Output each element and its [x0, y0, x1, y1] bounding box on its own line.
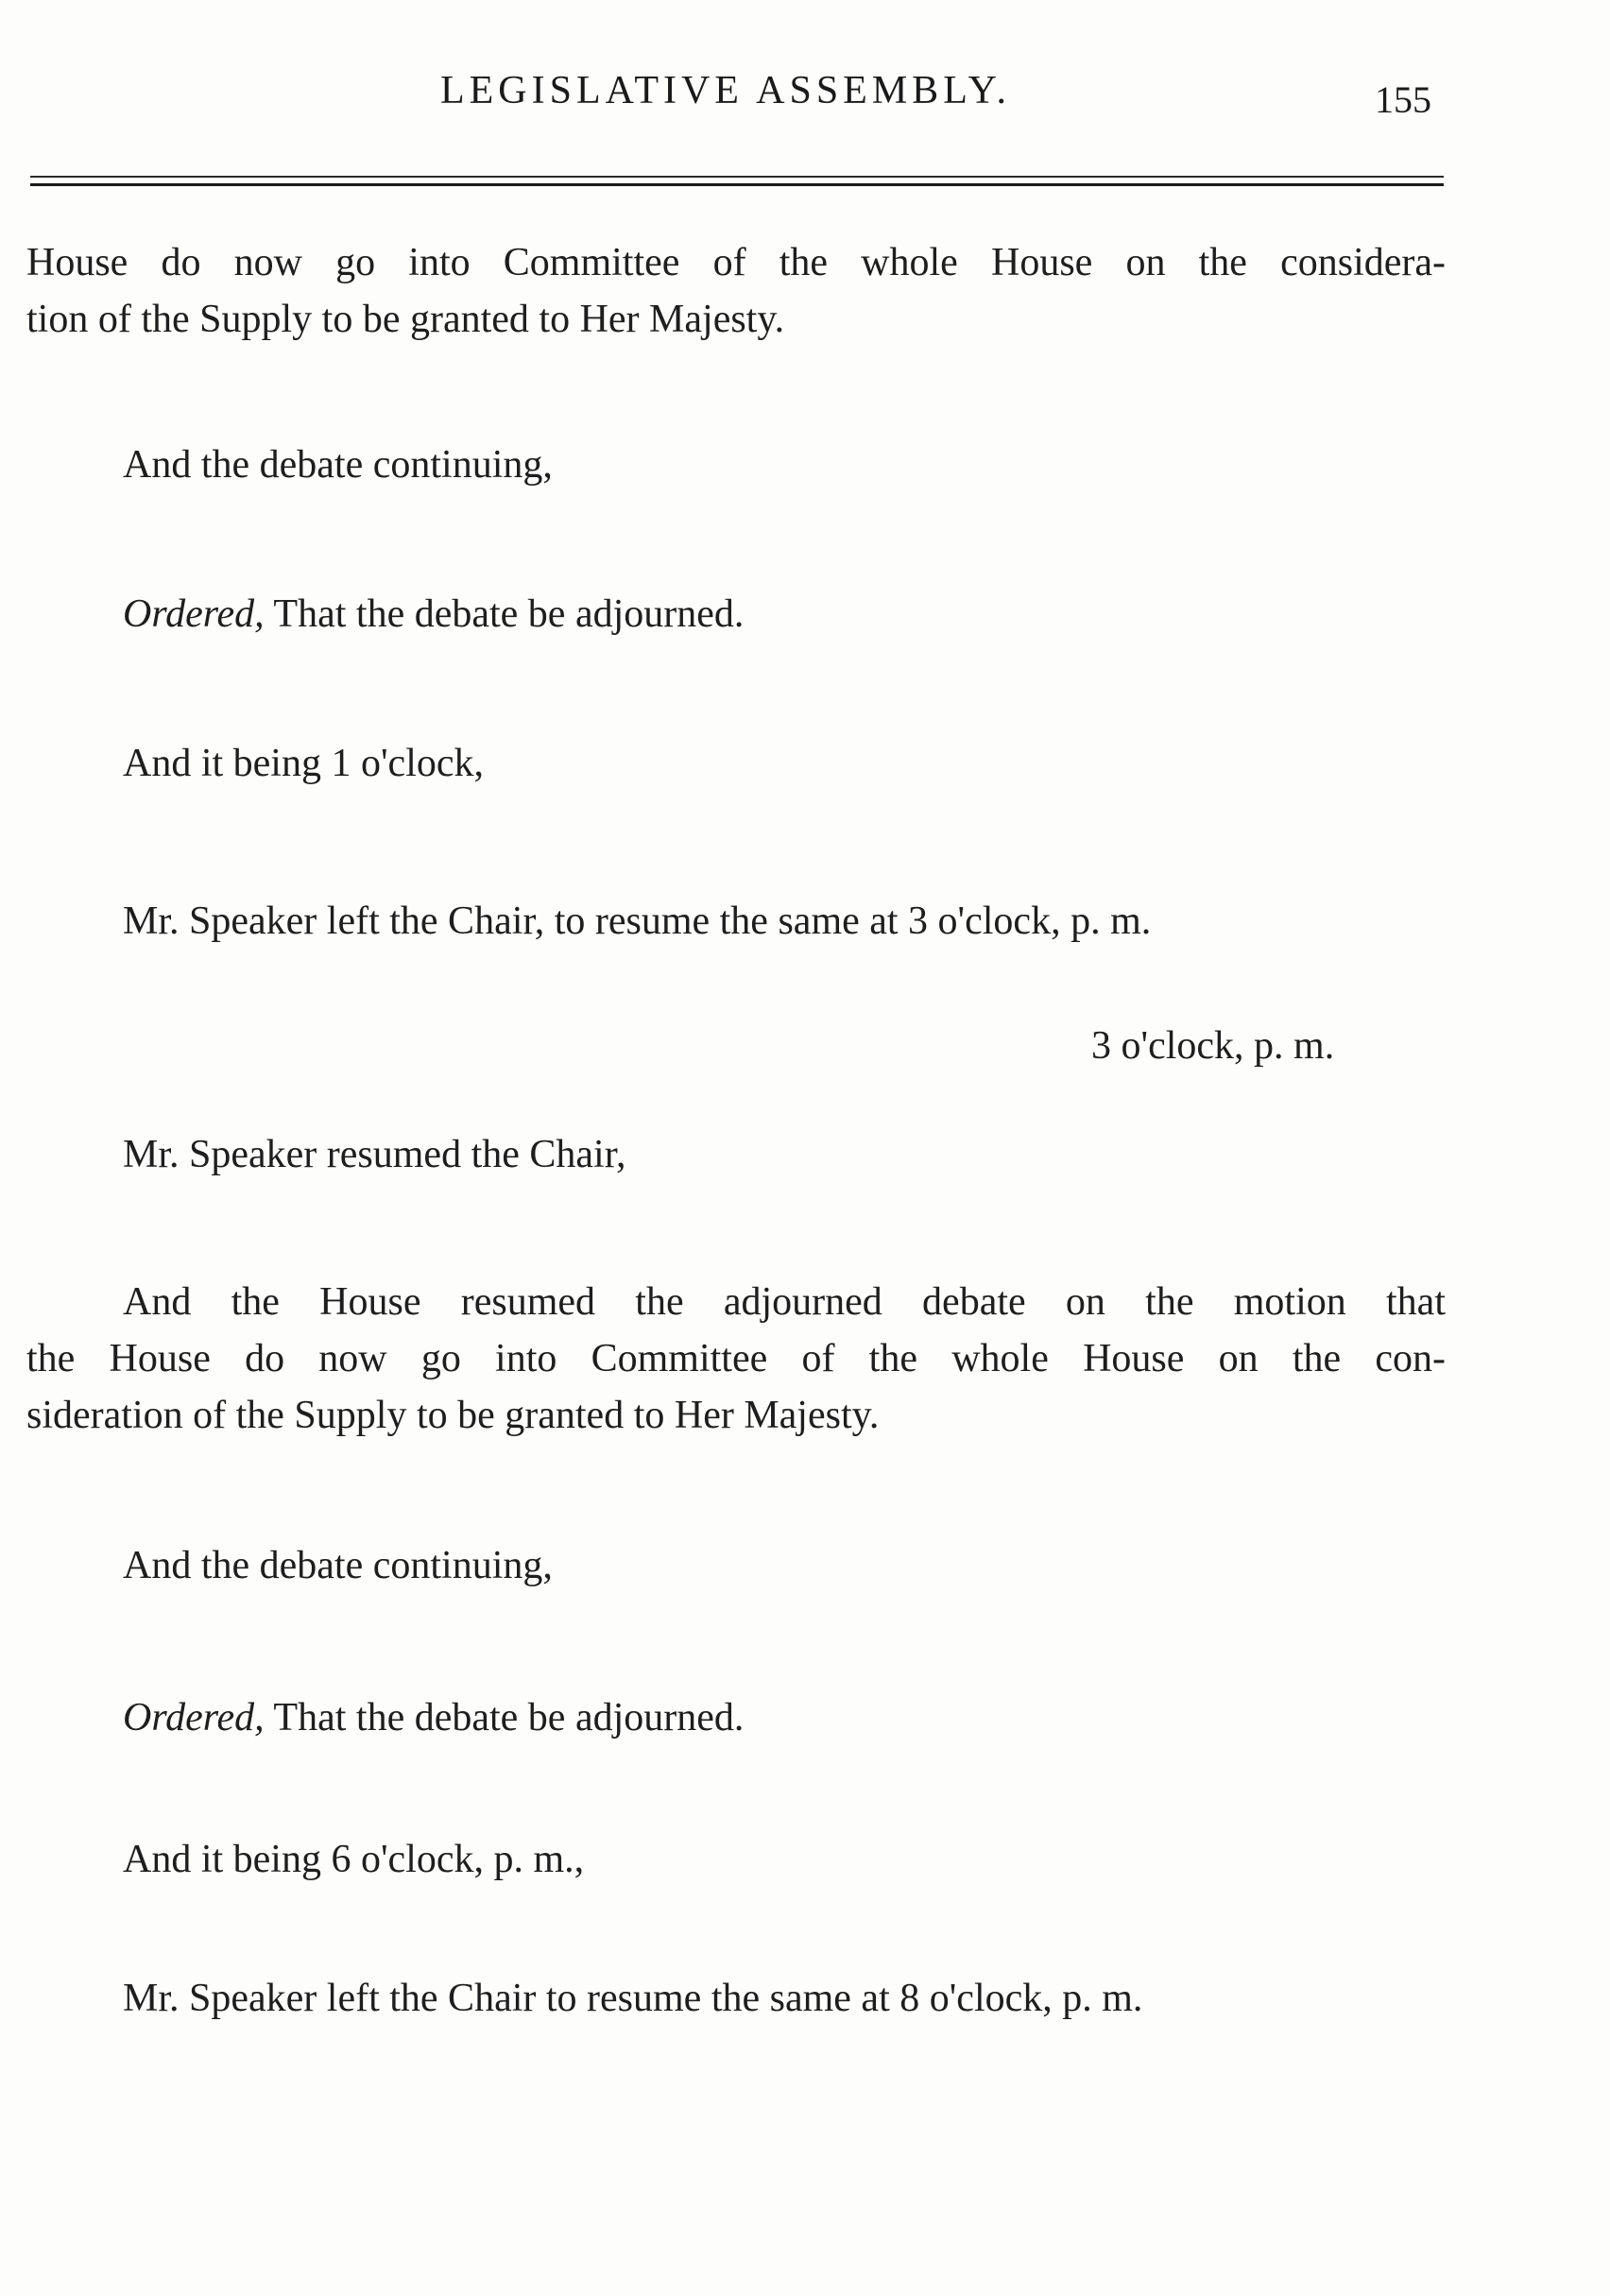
- ordered-label: Ordered,: [123, 1696, 265, 1739]
- paragraph-speaker-left: Mr. Speaker left the Chair, to resume the same at 3 o'clock, p. m.: [123, 900, 1152, 943]
- header-rule-thin: [30, 176, 1444, 178]
- paragraph-line: tion of the Supply to be granted to Her Majesty.: [26, 298, 785, 341]
- paragraph-ordered: [123, 1689, 744, 1746]
- page-header: [0, 68, 1610, 125]
- page-number: 155: [1375, 78, 1431, 121]
- paragraph-clock: And it being 1 o'clock,: [123, 742, 484, 785]
- paragraph-line: And the House resumed the adjourned debate on the motion that: [123, 1280, 1446, 1324]
- running-title: LEGISLATIVE ASSEMBLY.: [440, 69, 1012, 112]
- paragraph-debate-continuing: And the debate continuing,: [123, 1544, 553, 1587]
- paragraph-ordered: [123, 586, 744, 643]
- paragraph-continuation: [26, 234, 1446, 348]
- paragraph-resumed-debate: [26, 1274, 1446, 1444]
- paragraph-speaker-left: Mr. Speaker left the Chair to resume the same at 8 o'clock, p. m.: [123, 1977, 1143, 2020]
- paragraph-line: House do now go into Committee of the whole House on the considera-: [26, 241, 1446, 284]
- paragraph-speaker-resumed: Mr. Speaker resumed the Chair,: [123, 1133, 626, 1176]
- paragraph-clock: And it being 6 o'clock, p. m.,: [123, 1838, 585, 1881]
- time-heading: 3 o'clock, p. m.: [1091, 1024, 1335, 1068]
- paragraph-line: sideration of the Supply to be granted to Her Majesty.: [26, 1394, 880, 1437]
- header-rule-thick: [30, 183, 1444, 186]
- ordered-text: That the debate be adjourned.: [264, 592, 745, 636]
- ordered-text: That the debate be adjourned.: [264, 1696, 745, 1739]
- ordered-label: Ordered,: [123, 592, 265, 636]
- paragraph-line: the House do now go into Committee of the whole House on the con-: [26, 1337, 1446, 1380]
- paragraph-debate-continuing: And the debate continuing,: [123, 443, 553, 487]
